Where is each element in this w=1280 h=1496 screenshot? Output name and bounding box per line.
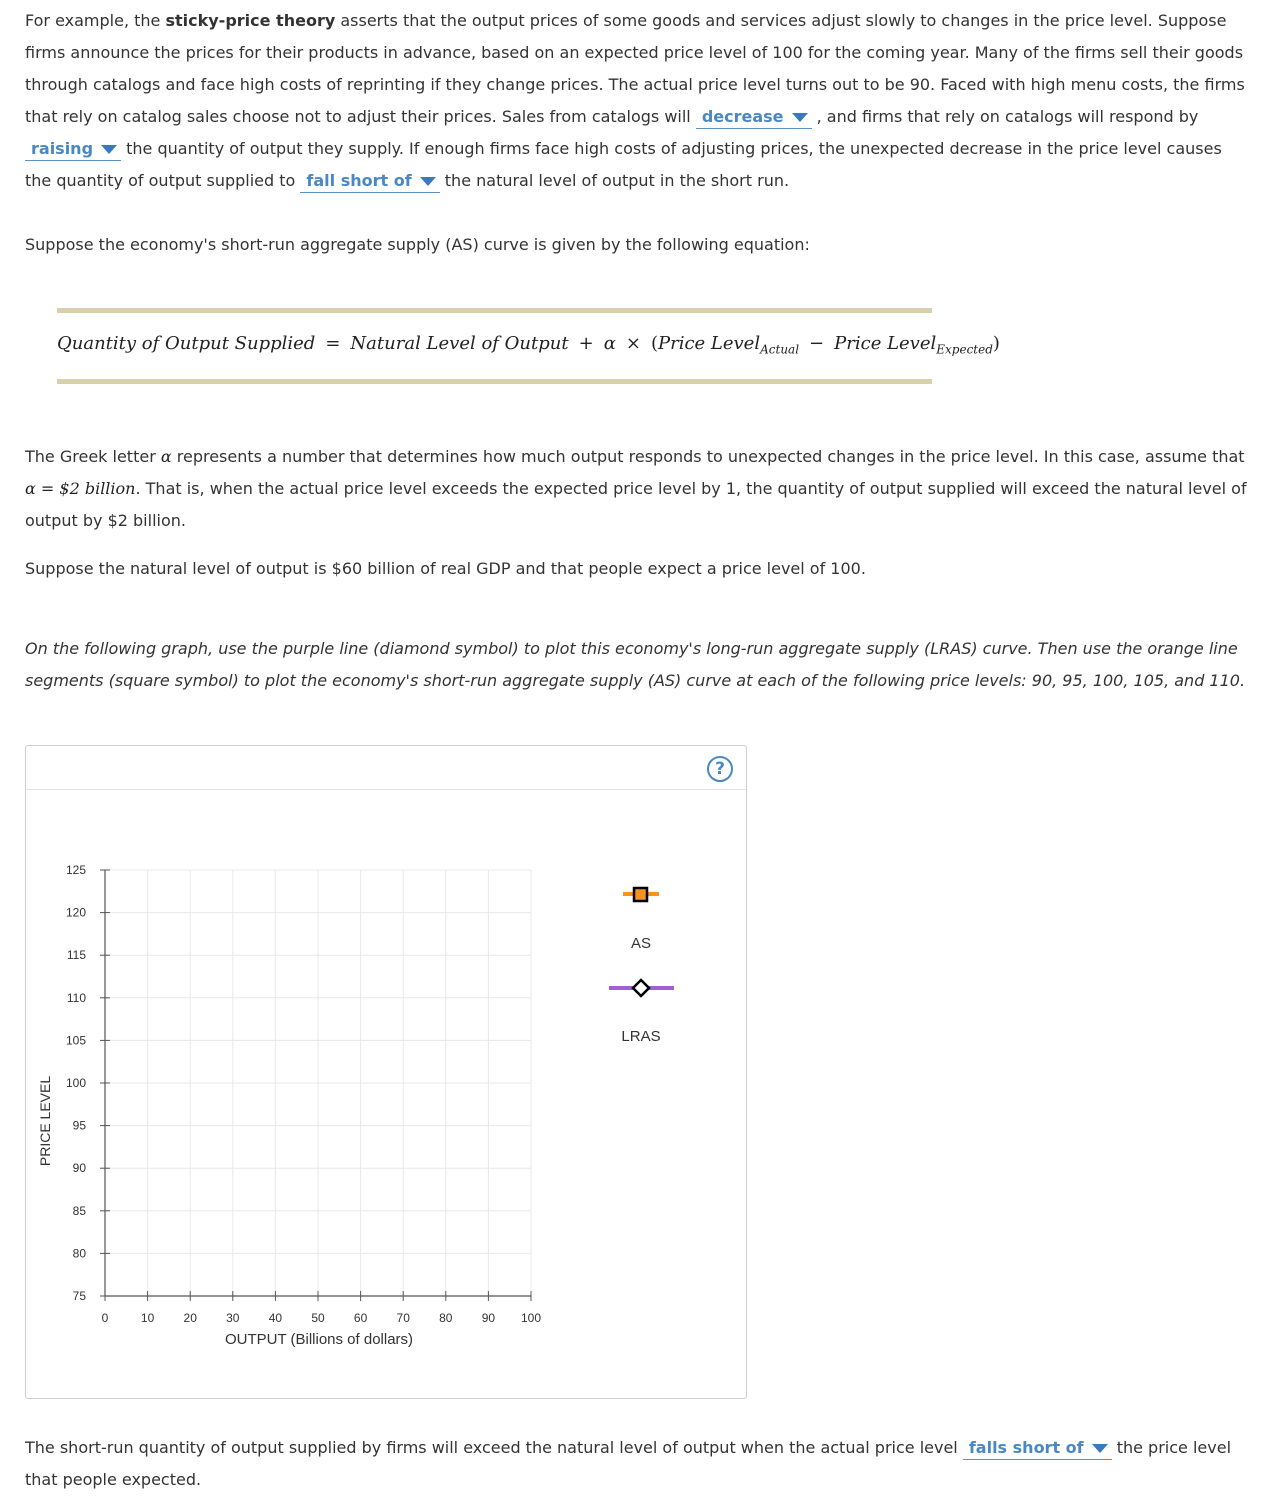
x-tick-label: 50 <box>311 1311 325 1325</box>
catalog-sales-dropdown-value: decrease <box>701 107 784 126</box>
y-tick-label: 75 <box>72 1289 86 1303</box>
x-tick-label: 100 <box>520 1311 542 1325</box>
alpha-text-1: The Greek letter <box>25 447 161 466</box>
chevron-down-icon <box>1092 1444 1108 1453</box>
alpha-text-3: . That is, when the actual price level exceeds the expected price level by 1, the quantity of output supplied will exceed the natural level of output by $2 billion. <box>25 479 1247 530</box>
x-tick-label: 80 <box>439 1311 453 1325</box>
legend-as-square <box>634 888 647 901</box>
intro-paragraph <box>25 5 1250 197</box>
y-tick-label: 90 <box>72 1161 86 1176</box>
x-tick-label: 90 <box>481 1311 496 1325</box>
as-equation <box>57 333 1000 357</box>
catalog-sales-dropdown[interactable] <box>696 106 812 129</box>
y-tick-label: 115 <box>66 948 86 963</box>
legend-as-label: AS <box>630 935 652 952</box>
chevron-down-icon <box>792 113 808 122</box>
firm-response-dropdown[interactable] <box>25 138 121 161</box>
y-tick-label: 95 <box>72 1118 86 1133</box>
chevron-down-icon <box>420 177 436 186</box>
intro-text-5: the natural level of output in the short run. <box>439 171 790 190</box>
legend <box>609 888 674 1045</box>
alpha-value: α = $2 billion <box>25 479 136 498</box>
legend-lras-label: LRAS <box>621 1028 661 1045</box>
alpha-paragraph <box>25 441 1250 537</box>
legend-lras-diamond <box>633 980 649 996</box>
y-tick-label: 120 <box>65 905 86 920</box>
x-tick-label: 70 <box>396 1311 410 1325</box>
y-tick-label: 110 <box>66 990 86 1005</box>
natural-level-paragraph: Suppose the natural level of output is $60 billion of real GDP and that people expect a price level of 100. <box>25 559 866 578</box>
x-axis-label: OUTPUT (Billions of dollars) <box>224 1331 414 1348</box>
intro-text-3: , and firms that rely on catalogs will respond by <box>811 107 1199 126</box>
graph-toolbar <box>26 746 746 790</box>
x-tick-label: 10 <box>140 1311 155 1325</box>
intro-text-2: asserts that the output prices of some goods and services adjust slowly to changes in the price level. Suppose firms announce the prices for their products in advance, based on an expected price level of 100 for the coming year. Many of the firms sell their goods through catalogs and face high costs of reprinting if they change prices. The actual price level turns out to be 90. Faced with high menu costs, the firms that rely on catalog sales choose not to adjust their prices. Sales from catalogs will <box>25 11 1245 126</box>
legend-lras-tool[interactable] <box>609 980 674 996</box>
equation-equals: = <box>325 333 341 354</box>
equation-times: × <box>625 333 641 354</box>
intro-text-4: the quantity of output they supply. If enough firms face high costs of adjusting prices, the unexpected decrease in the price level causes the quantity of output supplied to <box>25 139 1222 190</box>
y-tick-label: 105 <box>65 1033 86 1048</box>
equation-minus: − <box>809 333 825 354</box>
x-tick-label: 0 <box>101 1311 109 1325</box>
help-icon[interactable]: ? <box>707 756 733 782</box>
as-intro-paragraph: Suppose the economy's short-run aggregate supply (AS) curve is given by the following equation: <box>25 235 810 254</box>
chevron-down-icon <box>101 145 117 154</box>
alpha-symbol: α <box>160 447 172 466</box>
equation-plus: + <box>578 333 594 354</box>
equation-price-level-expected: Price Level <box>834 333 937 354</box>
output-comparison-dropdown[interactable] <box>300 170 439 193</box>
alpha-text-2: represents a number that determines how much output responds to unexpected changes in the price level. In this case, assume that <box>171 447 1245 466</box>
equation-actual-subscript: Actual <box>760 342 800 357</box>
firm-response-dropdown-value: raising <box>31 139 94 158</box>
output-comparison-dropdown-value: fall short of <box>306 171 412 190</box>
x-tick-label: 30 <box>226 1311 240 1325</box>
final-question <box>25 1432 1250 1496</box>
equation-alpha: α <box>603 333 616 354</box>
y-tick-label: 125 <box>65 863 86 877</box>
equation-natural-term: Natural Level of Output <box>350 333 569 354</box>
x-tick-label: 60 <box>353 1311 368 1325</box>
final-text-1: The short-run quantity of output supplied by firms will exceed the natural level of output when the actual price level <box>25 1438 963 1457</box>
chart-grid <box>105 870 531 1296</box>
y-tick-label: 85 <box>72 1203 86 1218</box>
price-comparison-dropdown-value: falls short of <box>968 1438 1084 1457</box>
chart-ticks <box>66 863 541 1325</box>
y-tick-label: 100 <box>65 1076 86 1090</box>
as-lras-chart[interactable] <box>26 789 746 1399</box>
x-tick-label: 40 <box>268 1311 283 1325</box>
y-axis-label: PRICE LEVEL <box>37 1075 53 1167</box>
price-comparison-dropdown[interactable] <box>963 1437 1112 1460</box>
equation-expected-subscript: Expected <box>936 342 993 357</box>
equation-open-paren: ( <box>650 333 658 354</box>
final-text-2: the price level that people expected. <box>25 1438 1232 1489</box>
intro-text-1: For example, the <box>25 11 166 30</box>
y-tick-label: 80 <box>72 1246 86 1261</box>
equation-lhs: Quantity of Output Supplied <box>57 333 316 354</box>
graph-instructions: On the following graph, use the purple line (diamond symbol) to plot this economy's long-run aggregate supply (LRAS) curve. Then use the orange line segments (square symbol) to plot the economy's short-run aggregate supply (AS) curve at each of the following price levels: 90, 95, 100, 105, and 110. <box>25 639 1246 690</box>
equation-close-paren: ) <box>992 333 1000 354</box>
equation-price-level-actual: Price Level <box>657 333 761 354</box>
graph-panel[interactable] <box>25 745 747 1399</box>
sticky-price-term: sticky-price theory <box>165 11 336 30</box>
equation-box <box>57 308 1000 384</box>
legend-as-tool[interactable] <box>623 888 659 901</box>
x-tick-label: 20 <box>183 1311 197 1325</box>
